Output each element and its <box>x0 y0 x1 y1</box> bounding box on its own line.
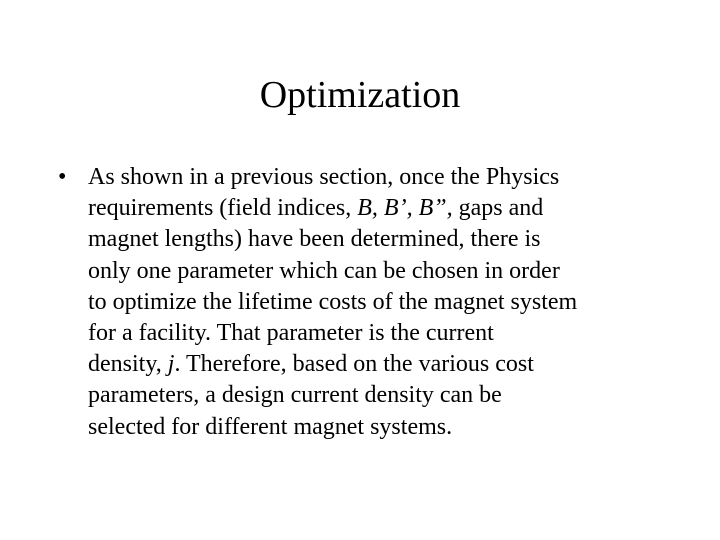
text-segment: density, <box>88 351 168 378</box>
field-symbols: B, B’, B”, <box>357 195 453 222</box>
slide-title: Optimization <box>259 74 461 116</box>
bullet-text-line: for a facility. That parameter is the current <box>88 320 494 347</box>
bullet-item <box>58 162 678 443</box>
bullet-text-line <box>88 349 678 380</box>
bullet-text-line: only one parameter which can be chosen in order <box>88 257 560 284</box>
bullet-text-line <box>88 193 678 224</box>
bullet-text-line: selected for different magnet systems. <box>88 413 453 440</box>
bullet-icon: • <box>58 164 67 190</box>
bullet-text-line: As shown in a previous section, once the Physics <box>88 164 560 190</box>
bullet-text-line: magnet lengths) have been determined, there is <box>88 226 541 253</box>
bullet-text-line: parameters, a design current density can be <box>88 382 502 409</box>
text-segment: requirements (field indices, <box>88 195 358 222</box>
bullet-text-line: to optimize the lifetime costs of the magnet system <box>88 288 578 315</box>
current-density-symbol: j <box>167 351 175 378</box>
text-segment: . Therefore, based on the various cost <box>174 351 534 378</box>
bullet-list <box>58 162 678 443</box>
text-segment: gaps and <box>452 195 544 222</box>
